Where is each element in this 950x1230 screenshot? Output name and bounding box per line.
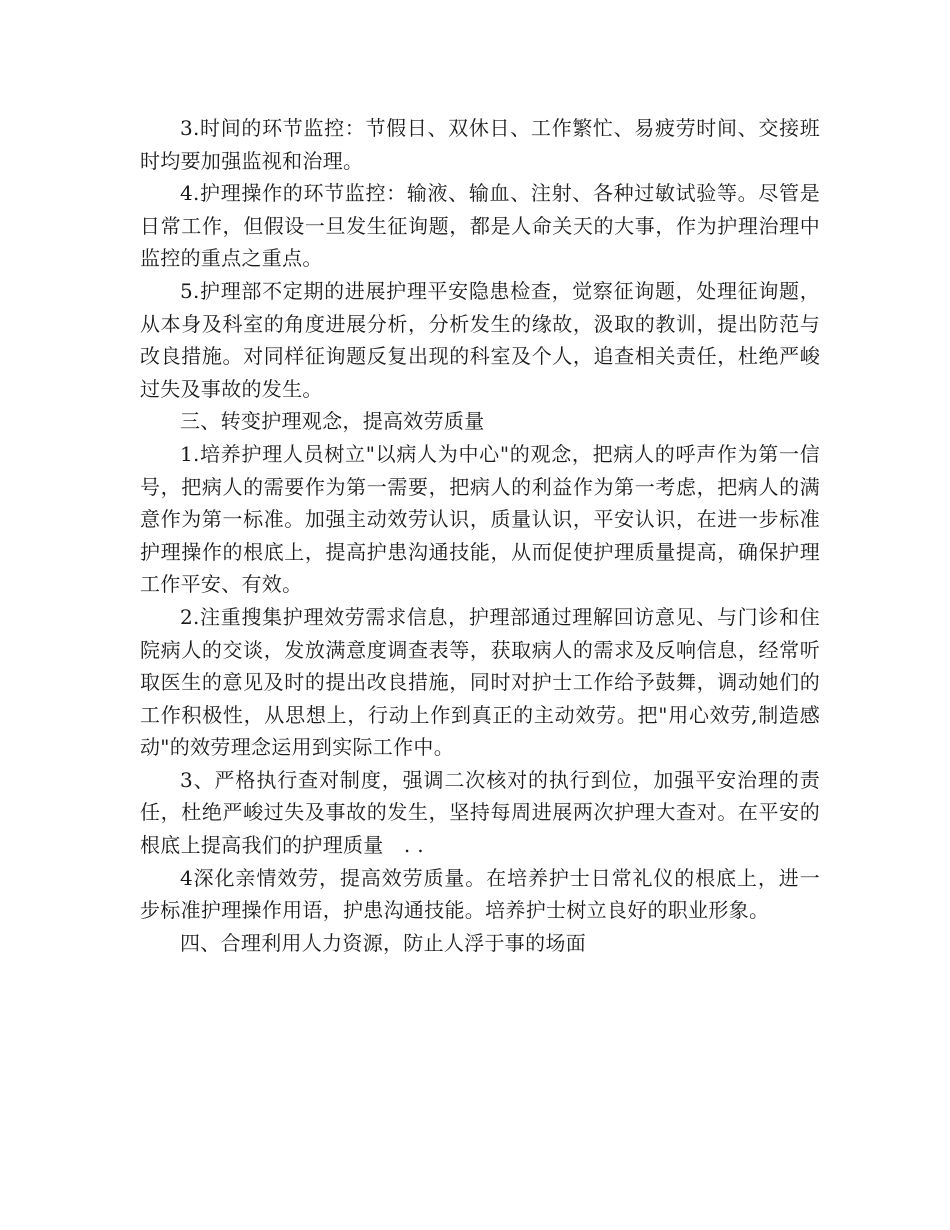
paragraph-safety-inspection: 5.护理部不定期的进展护理平安隐患检查，觉察征询题，处理征询题，从本身及科室的角度进展分析，分析发生的缘故，汲取的教训，提出防范与改良措施。对同样征询题反复出现的科室及个人，追查相关责任，杜绝严峻过失及事故的发生。 <box>140 278 820 401</box>
paragraph-service-feedback: 2.注重搜集护理效劳需求信息，护理部通过理解回访意见、与门诊和住院病人的交谈，发放满意度调查表等，获取病人的需求及反响信息，经常听取医生的意见及时的提出改良措施，同时对护士工作给予鼓舞，调动她们的工作积极性，从思想上，行动上作到真正的主动效劳。把"用心效劳,制造感动"的效劳理念运用到实际工作中。 <box>140 604 820 760</box>
document-body <box>140 112 820 959</box>
paragraph-patient-centered: 1.培养护理人员树立"以病人为中心"的观念，把病人的呼声作为第一信号，把病人的需要作为第一需要，把病人的利益作为第一考虑，把病人的满意作为第一标准。加强主动效劳认识，质量认识，平安认识，在进一步标准护理操作的根底上，提高护患沟通技能，从而促使护理质量提高，确保护理工作平安、有效。 <box>140 441 820 597</box>
paragraph-caring-service: 4深化亲情效劳，提高效劳质量。在培养护士日常礼仪的根底上，进一步标准护理操作用语，护患沟通技能。培养护士树立良好的职业形象。 <box>140 865 820 923</box>
paragraph-check-system: 3、严格执行查对制度，强调二次核对的执行到位，加强平安治理的责任，杜绝严峻过失及事故的发生，坚持每周进展两次护理大查对。在平安的根底上提高我们的护理质量 . . <box>140 767 820 858</box>
paragraph-operation-monitoring: 4.护理操作的环节监控：输液、输血、注射、各种过敏试验等。尽管是日常工作，但假设一旦发生征询题，都是人命关天的大事，作为护理治理中监控的重点之重点。 <box>140 181 820 271</box>
section-heading-4: 四、合理利用人力资源，防止人浮于事的场面 <box>180 930 586 955</box>
section-heading-3: 三、转变护理观念，提高效劳质量 <box>180 409 485 434</box>
paragraph-time-monitoring: 3.时间的环节监控：节假日、双休日、工作繁忙、易疲劳时间、交接班时均要加强监视和治理。 <box>140 116 820 173</box>
